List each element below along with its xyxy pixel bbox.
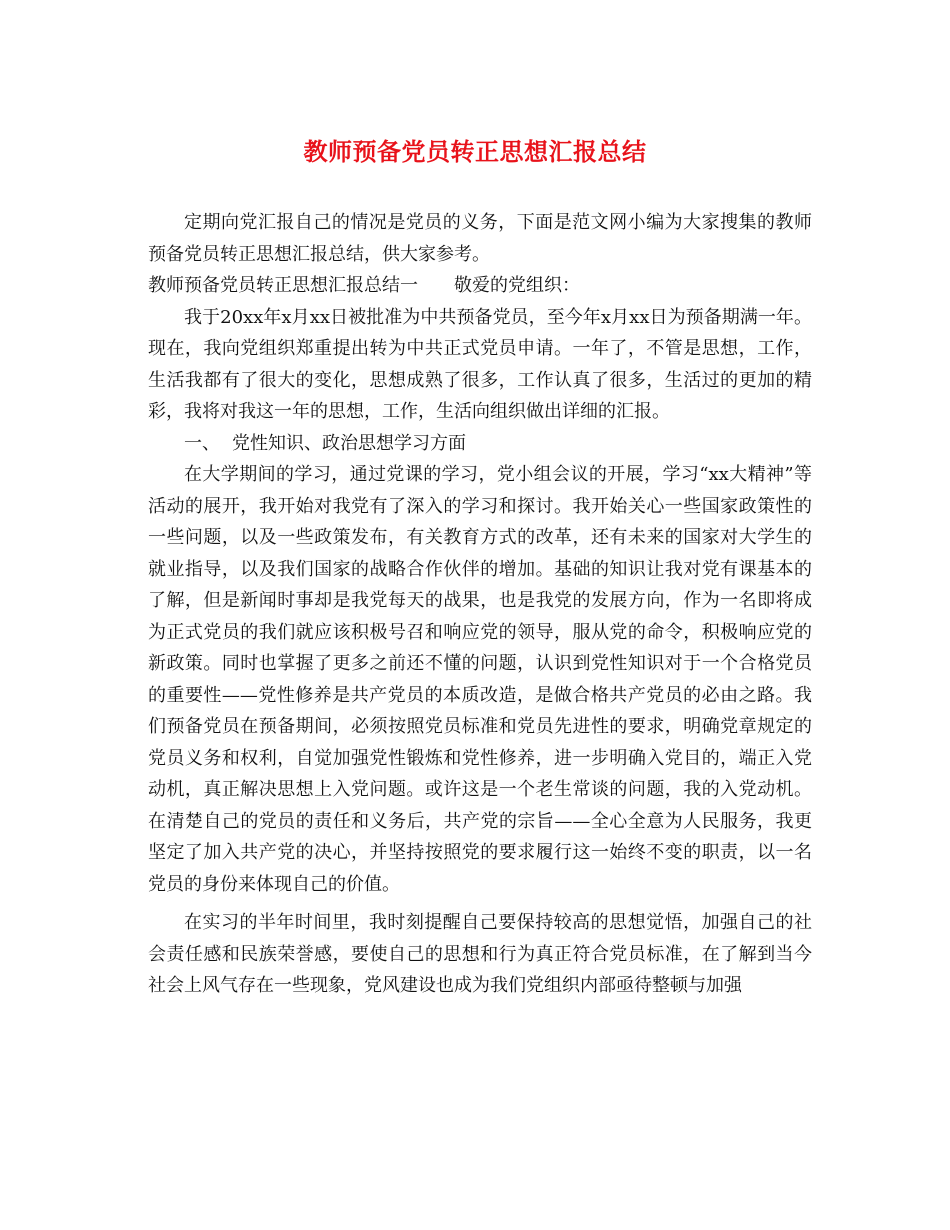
subheading: 教师预备党员转正思想汇报总结一 xyxy=(148,275,418,296)
section-heading xyxy=(148,428,812,460)
document-body xyxy=(148,207,812,1002)
body-paragraph: 在大学期间的学习，通过党课的学习，党小组会议的开展，学习“xx大精神”等活动的展开，我开始对我党有了深入的学习和探讨。我开始关心一些国家政策性的一些问题，以及一些政策发布，有关教育方式的改革，还有未来的国家对大学生的就业指导，以及我们国家的战略合作伙伴的增加。基础的知识让我对党有课基本的了解，但是新闻时事却是我党每天的战果，也是我党的发展方向，作为一名即将成为正式党员的我们就应该积极号召和响应党的领导，服从党的命令，积极响应党的新政策。同时也掌握了更多之前还不懂的问题，认识到党性知识对于一个合格党员的重要性——党性修养是共产党员的本质改造，是做合格共产党员的必由之路。我们预备党员在预备期间，必须按照党员标准和党员先进性的要求，明确党章规定的党员义务和权利，自觉加强党性锻炼和党性修养，进一步明确入党目的，端正入党动机，真正解决思想上入党问题。或许这是一个老生常谈的问题，我的入党动机。在清楚自己的党员的责任和义务后，共产党的宗旨——全心全意为人民服务，我更坚定了加入共产党的决心，并坚持按照党的要求履行这一始终不变的职责，以一名党员的身份来体现自己的价值。 xyxy=(148,464,812,895)
intro-paragraph: 定期向党汇报自己的情况是党员的义务，下面是范文网小编为大家搜集的教师预备党员转正思想汇报总结，供大家参考。 xyxy=(148,212,812,265)
section-title: 党性知识、政治思想学习方面 xyxy=(232,432,466,454)
subheading-line xyxy=(148,270,812,302)
body-paragraph: 在实习的半年时间里，我时刻提醒自己要保持较高的思想觉悟，加强自己的社会责任感和民族荣誉感，要使自己的思想和行为真正符合党员标准，在了解到当今社会上风气存在一些现象，党风建设也成为我们党组织内部亟待整顿与加强 xyxy=(148,912,812,996)
salutation: 敬爱的党组织： xyxy=(454,275,580,296)
section-number: 一、 xyxy=(184,432,220,454)
document-title: 教师预备党员转正思想汇报总结 xyxy=(303,138,647,166)
body-paragraph: 我于20xx年x月xx日被批准为中共预备党员，至今年x月xx日为预备期满一年。现在，我向党组织郑重提出转为中共正式党员申请。一年了，不管是思想，工作，生活我都有了很大的变化，思想成熟了很多，工作认真了很多，生活过的更加的精彩，我将对我这一年的思想，工作，生活向组织做出详细的汇报。 xyxy=(148,306,812,422)
